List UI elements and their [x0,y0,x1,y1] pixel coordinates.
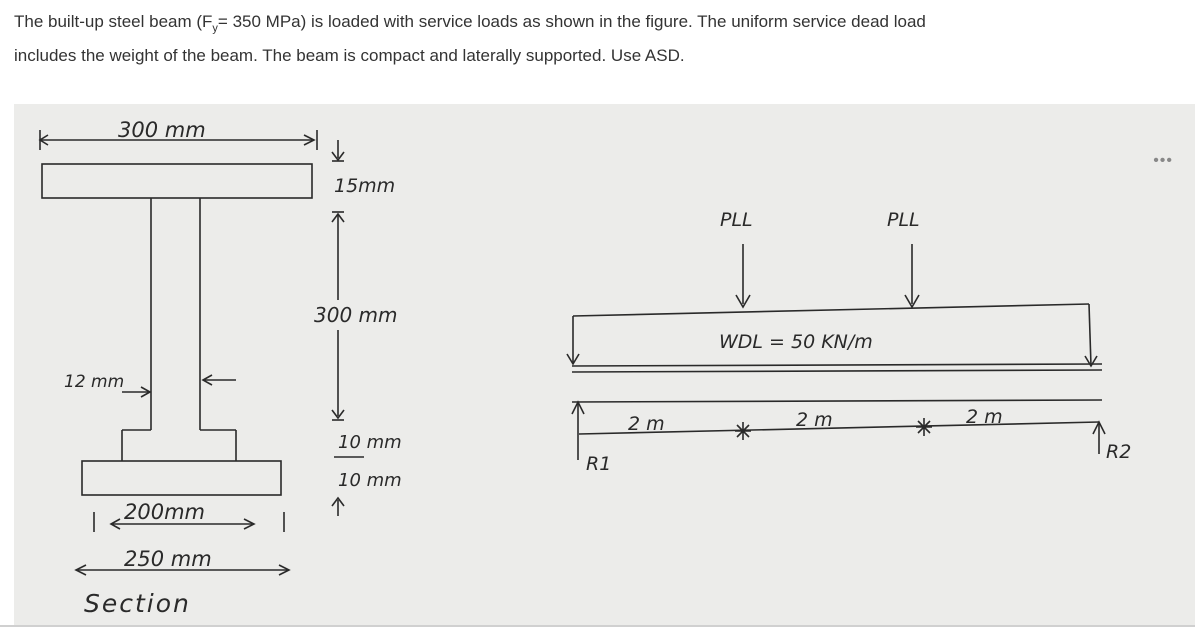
label-span-3: 2 m [966,406,1003,428]
label-reaction-right: R2 [1106,441,1132,463]
problem-line-1-prefix: The built-up steel beam (F [14,12,213,31]
label-plate1-thickness: 10 mm [338,432,402,453]
problem-line-1 [14,8,1184,42]
label-plate1-width: 200mm [124,500,205,524]
label-web-thickness: 12 mm [64,372,125,392]
problem-figure[interactable] [14,104,1195,625]
beam-top [572,364,1102,366]
label-load-2: PLL [887,209,920,231]
problem-line-1-suffix: = 350 MPa) is loaded with service loads as shown in the figure. The uniform service dead load [217,12,926,31]
label-span-2: 2 m [796,409,833,431]
label-section: Section [84,589,191,618]
beam-top-inner [572,370,1102,372]
problem-line-1-subscript: y [212,22,218,35]
udl-top [573,304,1089,316]
label-distributed-load: WDL = 50 KN/m [719,331,873,353]
span-tick-2 [916,418,932,436]
span-tick-1 [735,422,751,440]
problem-statement [14,8,1184,70]
bottom-divider [0,625,1195,627]
udl-right [1089,304,1091,366]
label-plate2-width: 250 mm [124,547,212,571]
label-web-depth: 300 mm [314,303,398,327]
label-plate2-thickness: 10 mm [338,470,402,491]
bottom-plate-2 [82,461,281,495]
more-horizontal-icon[interactable]: ••• [1153,152,1173,169]
label-load-1: PLL [720,209,753,231]
label-span-1: 2 m [628,413,665,435]
label-flange-width: 300 mm [118,118,206,142]
problem-line-2: includes the weight of the beam. The beam is compact and laterally supported. Use ASD. [14,46,685,66]
figure-drawing [14,104,1195,625]
label-reaction-left: R1 [586,453,612,475]
top-flange [42,164,312,198]
label-flange-thickness: 15mm [334,175,396,197]
beam-bottom [572,400,1102,402]
